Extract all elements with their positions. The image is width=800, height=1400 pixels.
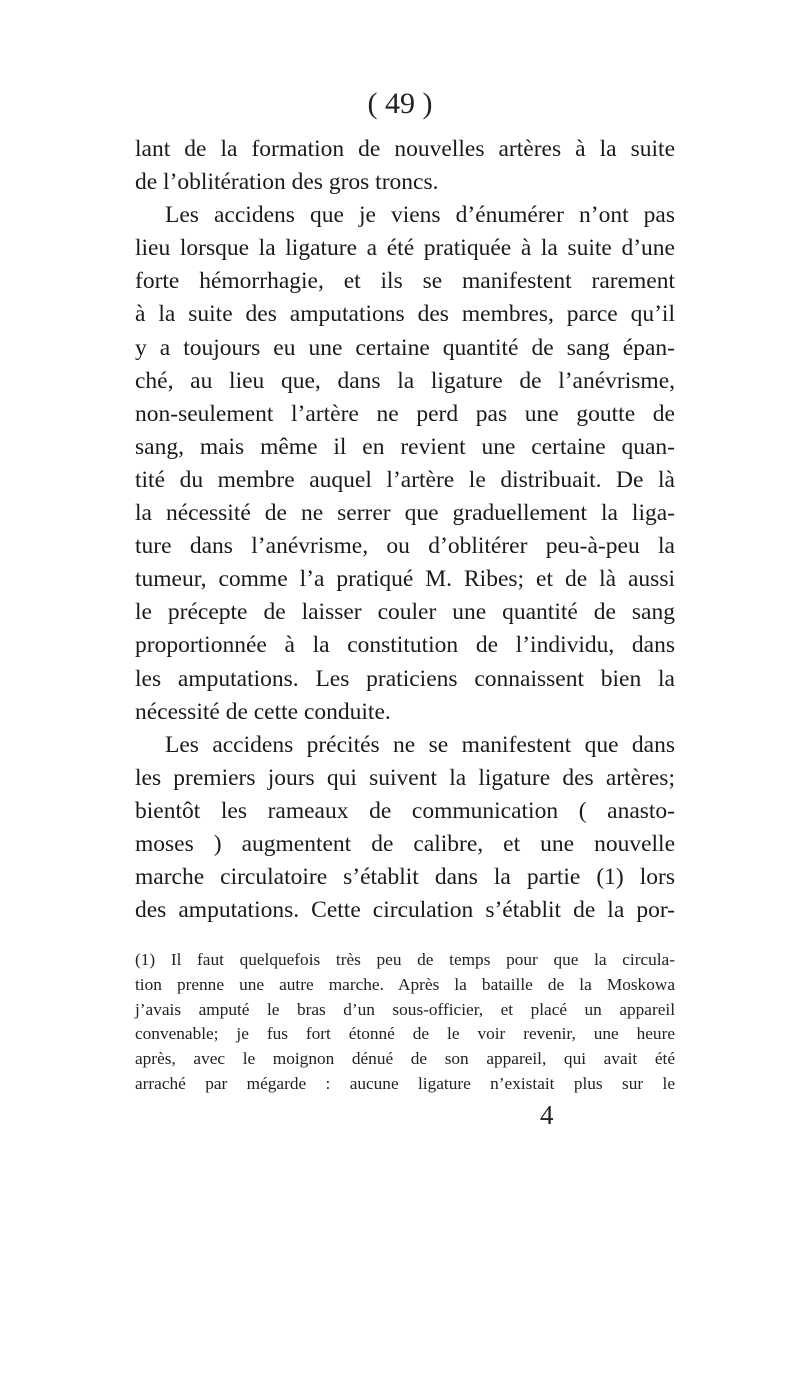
text-line: à la suite des amputations des membres, parce qu’il: [135, 301, 675, 328]
text-line: non-seulement l’artère ne perd pas une goutte de: [135, 400, 675, 427]
text-line: lieu lorsque la ligature a été pratiquée à la suite d’une: [135, 235, 675, 262]
text-line: tumeur, comme l’a pratiqué M. Ribes; et de là aussi: [135, 566, 675, 593]
text-line: y a toujours eu une certaine quantité de sang épan-: [135, 334, 675, 361]
main-text: [135, 133, 675, 927]
text-line: Les accidens précités ne se manifestent que dans: [165, 731, 675, 758]
text-line: des amputations. Cette circulation s’établit de la por-: [135, 897, 675, 924]
text-line: forte hémorrhagie, et ils se manifestent rarement: [135, 268, 675, 295]
text-line: moses ) augmentent de calibre, et une nouvelle: [135, 830, 675, 857]
text-line: de l’oblitération des gros troncs.: [135, 169, 439, 196]
text-line: bientôt les rameaux de communication ( anasto-: [135, 797, 675, 824]
text-line: les amputations. Les praticiens connaissent bien la: [135, 665, 675, 692]
text-line: ture dans l’anévrisme, ou d’oblitérer peu-à-peu la: [135, 533, 675, 560]
text-line: Les accidens que je viens d’énumérer n’ont pas: [165, 202, 675, 229]
text-line: marche circulatoire s’établit dans la partie (1) lors: [135, 864, 675, 891]
text-line: nécessité de cette conduite.: [135, 698, 391, 725]
text-line: les premiers jours qui suivent la ligature des artères;: [135, 764, 675, 791]
signature-mark: 4: [540, 1100, 554, 1130]
text-line: sang, mais même il en revient une certaine quan-: [135, 433, 675, 460]
footnote-line: tion prenne une autre marche. Après la bataille de la Moskowa: [135, 974, 675, 994]
footnote-line: arraché par mégarde : aucune ligature n’existait plus sur le: [135, 1073, 675, 1093]
text-line: ché, au lieu que, dans la ligature de l’anévrisme,: [135, 367, 675, 394]
footnote: [135, 948, 675, 1097]
footnote-line: après, avec le moignon dénué de son appareil, qui avait été: [135, 1049, 675, 1069]
footnote-line: convenable; je fus fort étonné de le voir revenir, une heure: [135, 1024, 675, 1044]
text-line: tité du membre auquel l’artère le distribuait. De là: [135, 466, 675, 493]
text-line: le précepte de laisser couler une quantité de sang: [135, 599, 675, 626]
footnote-line: (1) Il faut quelquefois très peu de temps pour que la circula-: [135, 950, 675, 969]
text-line: proportionnée à la constitution de l’individu, dans: [135, 632, 675, 659]
page-number: ( 49 ): [367, 87, 433, 120]
text-line: la nécessité de ne serrer que graduellement la liga-: [135, 500, 675, 527]
text-line: lant de la formation de nouvelles artères à la suite: [135, 136, 675, 162]
footnote-line: j’avais amputé le bras d’un sous-officier, et placé un appareil: [135, 999, 675, 1019]
